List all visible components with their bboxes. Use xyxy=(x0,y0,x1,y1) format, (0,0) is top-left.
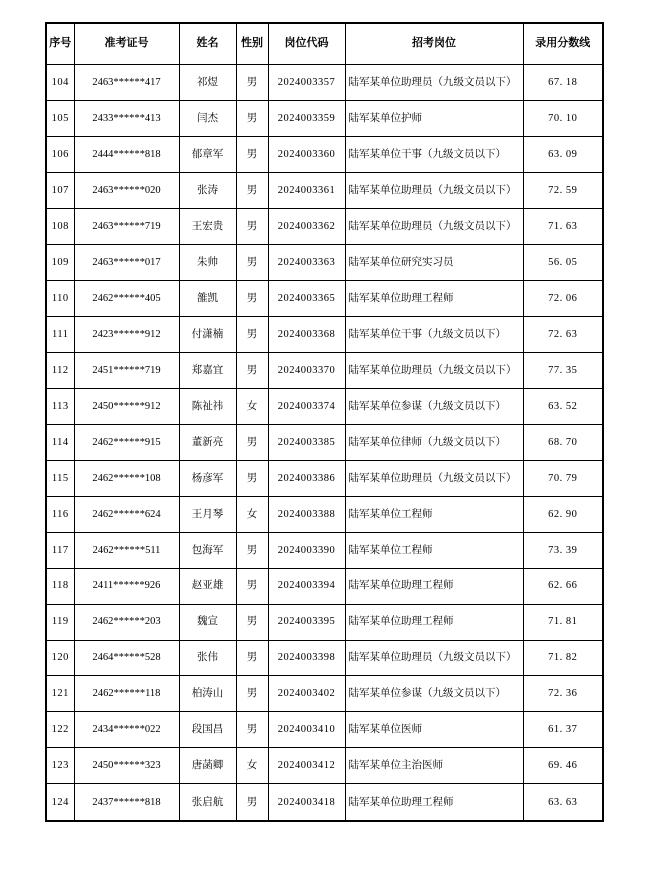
cell-job-code: 2024003365 xyxy=(268,280,345,316)
cell-gender: 女 xyxy=(236,388,268,424)
cell-name: 郁章军 xyxy=(179,136,236,172)
header-index: 序号 xyxy=(46,23,74,65)
cell-gender: 男 xyxy=(236,460,268,496)
header-score-line: 录用分数线 xyxy=(523,23,603,65)
cell-exam-id: 2433******413 xyxy=(74,100,179,136)
cell-job-title: 陆军某单位主治医师 xyxy=(345,748,523,784)
cell-exam-id: 2423******912 xyxy=(74,316,179,352)
header-gender: 性别 xyxy=(236,23,268,65)
cell-index: 119 xyxy=(46,604,74,640)
table-row xyxy=(46,208,603,244)
cell-name: 包海军 xyxy=(179,532,236,568)
cell-job-code: 2024003388 xyxy=(268,496,345,532)
cell-name: 祁煜 xyxy=(179,65,236,101)
cell-gender: 男 xyxy=(236,640,268,676)
cell-job-code: 2024003398 xyxy=(268,640,345,676)
cell-index: 122 xyxy=(46,712,74,748)
cell-index: 114 xyxy=(46,424,74,460)
cell-name: 陈祉祎 xyxy=(179,388,236,424)
table-row xyxy=(46,388,603,424)
table-row xyxy=(46,604,603,640)
cell-exam-id: 2462******511 xyxy=(74,532,179,568)
cell-job-code: 2024003412 xyxy=(268,748,345,784)
cell-exam-id: 2463******020 xyxy=(74,172,179,208)
cell-job-title: 陆军某单位参谋（九级文员以下） xyxy=(345,388,523,424)
cell-index: 118 xyxy=(46,568,74,604)
cell-gender: 男 xyxy=(236,136,268,172)
cell-exam-id: 2462******405 xyxy=(74,280,179,316)
cell-name: 张涛 xyxy=(179,172,236,208)
cell-exam-id: 2462******118 xyxy=(74,676,179,712)
cell-score-line: 68. 70 xyxy=(523,424,603,460)
cell-name: 雒凯 xyxy=(179,280,236,316)
table-row xyxy=(46,172,603,208)
table-row xyxy=(46,712,603,748)
header-row xyxy=(46,23,603,65)
cell-index: 120 xyxy=(46,640,74,676)
cell-name: 赵亚雄 xyxy=(179,568,236,604)
table-row xyxy=(46,100,603,136)
cell-exam-id: 2462******915 xyxy=(74,424,179,460)
cell-exam-id: 2437******818 xyxy=(74,784,179,821)
cell-job-title: 陆军某单位律师（九级文员以下） xyxy=(345,424,523,460)
table-row xyxy=(46,640,603,676)
cell-index: 105 xyxy=(46,100,74,136)
cell-exam-id: 2464******528 xyxy=(74,640,179,676)
cell-index: 106 xyxy=(46,136,74,172)
cell-name: 王月琴 xyxy=(179,496,236,532)
cell-gender: 男 xyxy=(236,280,268,316)
cell-name: 张伟 xyxy=(179,640,236,676)
cell-job-code: 2024003370 xyxy=(268,352,345,388)
cell-score-line: 73. 39 xyxy=(523,532,603,568)
cell-gender: 男 xyxy=(236,352,268,388)
cell-job-code: 2024003374 xyxy=(268,388,345,424)
cell-gender: 男 xyxy=(236,172,268,208)
cell-job-title: 陆军某单位助理员（九级文员以下） xyxy=(345,172,523,208)
cell-gender: 男 xyxy=(236,100,268,136)
cell-job-title: 陆军某单位助理员（九级文员以下） xyxy=(345,640,523,676)
cell-job-title: 陆军某单位助理工程师 xyxy=(345,280,523,316)
table-row xyxy=(46,244,603,280)
cell-exam-id: 2450******323 xyxy=(74,748,179,784)
cell-score-line: 63. 52 xyxy=(523,388,603,424)
cell-index: 109 xyxy=(46,244,74,280)
cell-score-line: 70. 10 xyxy=(523,100,603,136)
cell-job-title: 陆军某单位护师 xyxy=(345,100,523,136)
admission-score-table xyxy=(45,22,604,822)
cell-job-code: 2024003361 xyxy=(268,172,345,208)
cell-job-title: 陆军某单位助理工程师 xyxy=(345,784,523,821)
cell-score-line: 72. 06 xyxy=(523,280,603,316)
cell-index: 111 xyxy=(46,316,74,352)
cell-exam-id: 2463******017 xyxy=(74,244,179,280)
cell-score-line: 56. 05 xyxy=(523,244,603,280)
table-row xyxy=(46,748,603,784)
cell-score-line: 61. 37 xyxy=(523,712,603,748)
cell-job-code: 2024003386 xyxy=(268,460,345,496)
cell-name: 唐菡卿 xyxy=(179,748,236,784)
cell-index: 123 xyxy=(46,748,74,784)
cell-gender: 男 xyxy=(236,424,268,460)
cell-job-code: 2024003362 xyxy=(268,208,345,244)
cell-job-title: 陆军某单位助理员（九级文员以下） xyxy=(345,208,523,244)
cell-job-title: 陆军某单位医师 xyxy=(345,712,523,748)
cell-gender: 男 xyxy=(236,676,268,712)
table-body xyxy=(46,65,603,822)
cell-job-code: 2024003410 xyxy=(268,712,345,748)
table-row xyxy=(46,136,603,172)
cell-job-title: 陆军某单位研究实习员 xyxy=(345,244,523,280)
cell-index: 104 xyxy=(46,65,74,101)
cell-name: 闫杰 xyxy=(179,100,236,136)
table-row xyxy=(46,460,603,496)
cell-score-line: 67. 18 xyxy=(523,65,603,101)
cell-index: 116 xyxy=(46,496,74,532)
cell-score-line: 71. 63 xyxy=(523,208,603,244)
table-row xyxy=(46,424,603,460)
table-row xyxy=(46,496,603,532)
cell-index: 117 xyxy=(46,532,74,568)
cell-gender: 男 xyxy=(236,712,268,748)
table-row xyxy=(46,676,603,712)
cell-exam-id: 2462******624 xyxy=(74,496,179,532)
cell-job-title: 陆军某单位干事（九级文员以下） xyxy=(345,136,523,172)
cell-gender: 男 xyxy=(236,65,268,101)
cell-job-code: 2024003357 xyxy=(268,65,345,101)
cell-score-line: 72. 59 xyxy=(523,172,603,208)
cell-job-code: 2024003402 xyxy=(268,676,345,712)
cell-name: 柏涛山 xyxy=(179,676,236,712)
cell-index: 113 xyxy=(46,388,74,424)
table-row xyxy=(46,352,603,388)
cell-name: 付潇楠 xyxy=(179,316,236,352)
cell-name: 王宏贵 xyxy=(179,208,236,244)
cell-job-code: 2024003360 xyxy=(268,136,345,172)
cell-job-title: 陆军某单位干事（九级文员以下） xyxy=(345,316,523,352)
cell-score-line: 63. 63 xyxy=(523,784,603,821)
cell-exam-id: 2462******203 xyxy=(74,604,179,640)
cell-exam-id: 2434******022 xyxy=(74,712,179,748)
cell-gender: 男 xyxy=(236,244,268,280)
cell-score-line: 62. 90 xyxy=(523,496,603,532)
cell-job-title: 陆军某单位助理员（九级文员以下） xyxy=(345,352,523,388)
cell-job-title: 陆军某单位助理员（九级文员以下） xyxy=(345,65,523,101)
cell-exam-id: 2463******417 xyxy=(74,65,179,101)
cell-name: 郑嘉宜 xyxy=(179,352,236,388)
cell-name: 段国昌 xyxy=(179,712,236,748)
cell-name: 魏宣 xyxy=(179,604,236,640)
cell-score-line: 72. 36 xyxy=(523,676,603,712)
cell-gender: 男 xyxy=(236,208,268,244)
cell-index: 115 xyxy=(46,460,74,496)
cell-job-code: 2024003395 xyxy=(268,604,345,640)
cell-index: 121 xyxy=(46,676,74,712)
cell-score-line: 72. 63 xyxy=(523,316,603,352)
cell-gender: 女 xyxy=(236,496,268,532)
cell-score-line: 62. 66 xyxy=(523,568,603,604)
table-row xyxy=(46,280,603,316)
cell-index: 110 xyxy=(46,280,74,316)
cell-gender: 男 xyxy=(236,532,268,568)
cell-index: 112 xyxy=(46,352,74,388)
cell-name: 杨彦军 xyxy=(179,460,236,496)
cell-gender: 男 xyxy=(236,568,268,604)
cell-gender: 男 xyxy=(236,316,268,352)
header-job-title: 招考岗位 xyxy=(345,23,523,65)
cell-job-code: 2024003368 xyxy=(268,316,345,352)
table-row xyxy=(46,532,603,568)
cell-name: 张启航 xyxy=(179,784,236,821)
cell-score-line: 71. 81 xyxy=(523,604,603,640)
cell-job-title: 陆军某单位助理工程师 xyxy=(345,604,523,640)
cell-name: 董新亮 xyxy=(179,424,236,460)
header-name: 姓名 xyxy=(179,23,236,65)
cell-score-line: 63. 09 xyxy=(523,136,603,172)
cell-job-title: 陆军某单位工程师 xyxy=(345,496,523,532)
cell-name: 朱帅 xyxy=(179,244,236,280)
table-row xyxy=(46,568,603,604)
cell-gender: 男 xyxy=(236,784,268,821)
cell-score-line: 77. 35 xyxy=(523,352,603,388)
cell-job-code: 2024003385 xyxy=(268,424,345,460)
cell-gender: 女 xyxy=(236,748,268,784)
cell-job-code: 2024003390 xyxy=(268,532,345,568)
cell-job-title: 陆军某单位助理员（九级文员以下） xyxy=(345,460,523,496)
cell-index: 108 xyxy=(46,208,74,244)
cell-job-title: 陆军某单位助理工程师 xyxy=(345,568,523,604)
cell-exam-id: 2451******719 xyxy=(74,352,179,388)
cell-index: 107 xyxy=(46,172,74,208)
table-header xyxy=(46,23,603,65)
cell-exam-id: 2462******108 xyxy=(74,460,179,496)
cell-exam-id: 2463******719 xyxy=(74,208,179,244)
cell-score-line: 71. 82 xyxy=(523,640,603,676)
table-row xyxy=(46,65,603,101)
cell-index: 124 xyxy=(46,784,74,821)
cell-exam-id: 2450******912 xyxy=(74,388,179,424)
cell-job-code: 2024003363 xyxy=(268,244,345,280)
cell-exam-id: 2444******818 xyxy=(74,136,179,172)
cell-score-line: 70. 79 xyxy=(523,460,603,496)
cell-job-code: 2024003418 xyxy=(268,784,345,821)
cell-gender: 男 xyxy=(236,604,268,640)
table-row xyxy=(46,316,603,352)
cell-job-code: 2024003394 xyxy=(268,568,345,604)
cell-job-title: 陆军某单位工程师 xyxy=(345,532,523,568)
header-exam-id: 准考证号 xyxy=(74,23,179,65)
cell-job-code: 2024003359 xyxy=(268,100,345,136)
header-job-code: 岗位代码 xyxy=(268,23,345,65)
cell-job-title: 陆军某单位参谋（九级文员以下） xyxy=(345,676,523,712)
cell-exam-id: 2411******926 xyxy=(74,568,179,604)
cell-score-line: 69. 46 xyxy=(523,748,603,784)
table-row xyxy=(46,784,603,821)
